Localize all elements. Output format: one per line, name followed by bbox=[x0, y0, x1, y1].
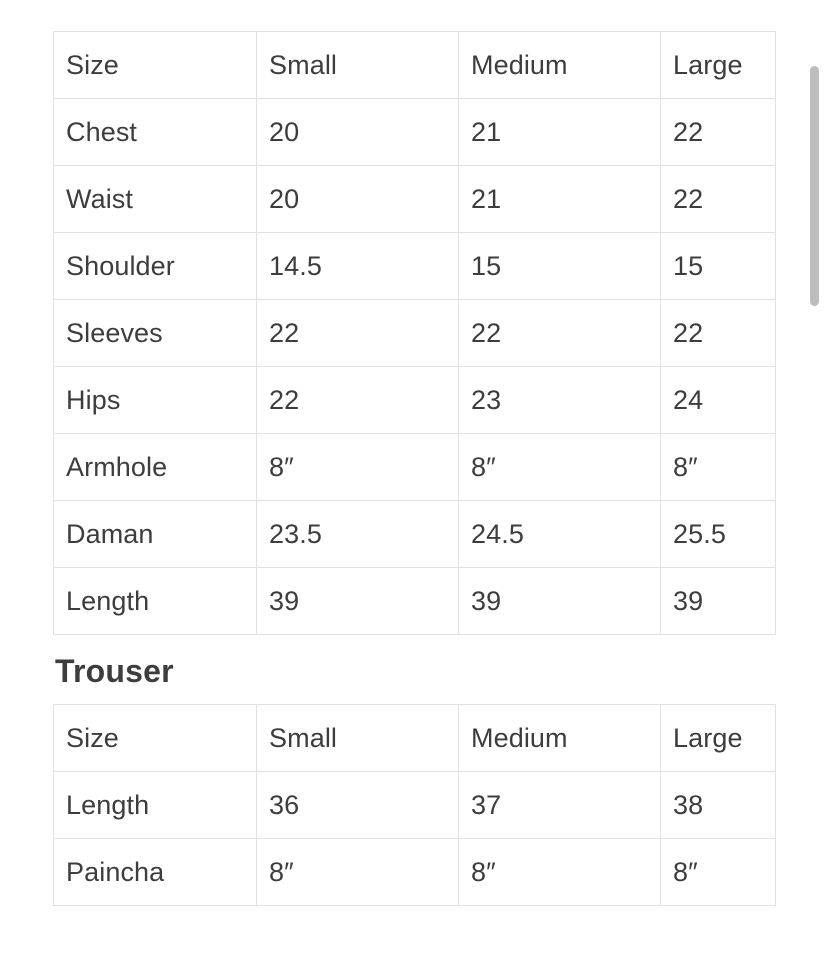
table-cell: Armhole bbox=[54, 434, 257, 501]
table-cell: 15 bbox=[459, 233, 661, 300]
table-header-cell: Size bbox=[54, 705, 257, 772]
table-row bbox=[54, 839, 776, 906]
table-cell: 39 bbox=[459, 568, 661, 635]
table-header-cell: Size bbox=[54, 32, 257, 99]
table-cell: Sleeves bbox=[54, 300, 257, 367]
table-cell: 8″ bbox=[661, 434, 776, 501]
table-cell: 37 bbox=[459, 772, 661, 839]
table-cell: 25.5 bbox=[661, 501, 776, 568]
table-row bbox=[54, 233, 776, 300]
table-cell: 23.5 bbox=[257, 501, 459, 568]
table-header-cell: Small bbox=[257, 705, 459, 772]
table-row bbox=[54, 772, 776, 839]
table-cell: 8″ bbox=[459, 839, 661, 906]
table-header-row bbox=[54, 705, 776, 772]
table-cell: 39 bbox=[257, 568, 459, 635]
trouser-section-heading: Trouser bbox=[55, 653, 174, 689]
table-header-cell: Small bbox=[257, 32, 459, 99]
table-cell: 23 bbox=[459, 367, 661, 434]
table-cell: 20 bbox=[257, 166, 459, 233]
table-cell: Waist bbox=[54, 166, 257, 233]
shirt-size-table bbox=[53, 31, 776, 635]
table-cell: 22 bbox=[257, 367, 459, 434]
table-cell: Paincha bbox=[54, 839, 257, 906]
table-cell: Chest bbox=[54, 99, 257, 166]
table-row bbox=[54, 300, 776, 367]
table-cell: Length bbox=[54, 568, 257, 635]
table-cell: 24.5 bbox=[459, 501, 661, 568]
table-cell: 36 bbox=[257, 772, 459, 839]
table-cell: 14.5 bbox=[257, 233, 459, 300]
table-header-cell: Medium bbox=[459, 32, 661, 99]
table-cell: Daman bbox=[54, 501, 257, 568]
table-cell: 15 bbox=[661, 233, 776, 300]
scrollbar-thumb[interactable] bbox=[810, 66, 819, 306]
table-header-cell: Medium bbox=[459, 705, 661, 772]
table-header-cell: Large bbox=[661, 32, 776, 99]
document-content bbox=[53, 31, 775, 906]
table-cell: 8″ bbox=[257, 434, 459, 501]
table-cell: 39 bbox=[661, 568, 776, 635]
table-cell: 21 bbox=[459, 166, 661, 233]
table-row bbox=[54, 568, 776, 635]
table-cell: 22 bbox=[661, 166, 776, 233]
table-row bbox=[54, 166, 776, 233]
table-cell: 21 bbox=[459, 99, 661, 166]
table-row bbox=[54, 434, 776, 501]
table-cell: 8″ bbox=[661, 839, 776, 906]
table-cell: 38 bbox=[661, 772, 776, 839]
table-cell: 22 bbox=[459, 300, 661, 367]
trouser-size-table bbox=[53, 704, 776, 906]
table-cell: 24 bbox=[661, 367, 776, 434]
table-row bbox=[54, 501, 776, 568]
table-cell: 22 bbox=[661, 99, 776, 166]
table-cell: Shoulder bbox=[54, 233, 257, 300]
table-row bbox=[54, 367, 776, 434]
table-cell: Hips bbox=[54, 367, 257, 434]
table-cell: 8″ bbox=[459, 434, 661, 501]
table-cell: 22 bbox=[257, 300, 459, 367]
table-cell: Length bbox=[54, 772, 257, 839]
table-cell: 8″ bbox=[257, 839, 459, 906]
table-header-row bbox=[54, 32, 776, 99]
table-cell: 20 bbox=[257, 99, 459, 166]
table-row bbox=[54, 99, 776, 166]
table-header-cell: Large bbox=[661, 705, 776, 772]
table-cell: 22 bbox=[661, 300, 776, 367]
scrollbar-track[interactable] bbox=[813, 0, 823, 965]
